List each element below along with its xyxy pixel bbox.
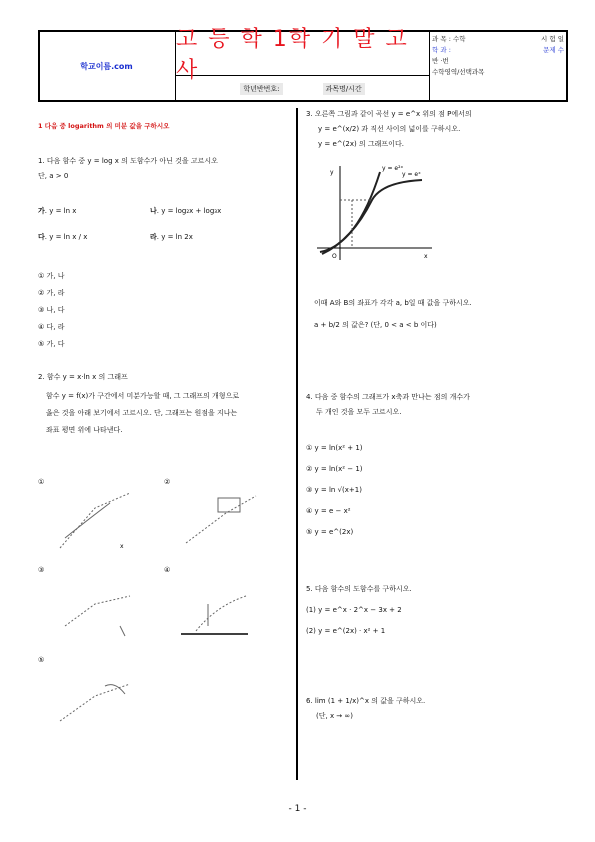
q3-after: 이때 A와 B의 좌표가 각각 a, b일 때 값을 구하시오. a + b/2 의 값은? (단, 0 < a < b 이다) [314, 299, 472, 329]
svg-text:x: x [120, 543, 124, 550]
q3-stem: 3. 오른쪽 그림과 같이 곡선 y = e^x 위의 점 P에서의 y = e^(x/2) 과 직선 사이의 넓이를 구하시오. y = e^(2x) 의 그래프이다. [306, 110, 472, 148]
choice[interactable]: ③ y = ln √(x+1) [306, 486, 362, 494]
q3-graph [312, 160, 437, 270]
choice[interactable]: ② 가, 라 [38, 289, 65, 297]
q2-opt-label[interactable]: ③ [38, 566, 45, 574]
page-number: - 1 - [288, 804, 307, 814]
svg-text:O: O [332, 253, 337, 260]
q2-opt-label[interactable]: ① [38, 478, 45, 486]
q1-stem: 1. 다음 함수 중 y = log x 의 도함수가 아닌 것을 고르시오 단, a > 0 [38, 157, 218, 180]
info-row: 수학영역/선택과목 [432, 68, 485, 76]
choice[interactable]: ⑤ 가, 다 [38, 340, 65, 348]
choice[interactable]: ① 가, 나 [38, 272, 65, 280]
header-info [432, 34, 564, 78]
choice[interactable]: ① y = ln(x² + 1) [306, 444, 363, 452]
svg-text:x: x [424, 253, 428, 260]
svg-text:y: y [330, 169, 334, 176]
q1-items: 가. y = ln x 나. y = log₂x + log₃x 다. y = ln x / x 라. y = ln 2x [38, 207, 222, 241]
choice[interactable]: ④ 다, 라 [38, 323, 65, 331]
choice[interactable]: ② y = ln(x² − 1) [306, 465, 363, 473]
q2-graph-3 [50, 576, 140, 641]
svg-text:y = e²ˣ: y = e²ˣ [382, 165, 404, 172]
q2-stem: 2. 함수 y = x·ln x 의 그래프 [38, 373, 128, 381]
sub-label-1: 학년반번호: [240, 83, 282, 95]
choice[interactable]: ③ 나, 다 [38, 306, 65, 314]
q1-choices [38, 268, 64, 353]
header-subline [176, 76, 430, 102]
q4-choices [306, 438, 363, 543]
q6-stem: 6. lim (1 + 1/x)^x 의 값을 구하시오. (단, x → ∞) [306, 697, 426, 720]
choice[interactable]: ④ y = e − x² [306, 507, 351, 515]
choice[interactable]: ⑤ y = e^(2x) [306, 528, 354, 536]
info-row: 과 목 : 수학 시 험 일 [432, 35, 564, 43]
section-heading: 1 다음 중 logarithm 의 미분 값을 구하시오 [38, 122, 170, 130]
q4-stem: 4. 다음 중 함수의 그래프가 x축과 만나는 점의 개수가 두 개인 것을 모두 고르시오. [306, 393, 470, 416]
exam-title: 고 등 학 1학 기 말 고 사 [176, 30, 430, 76]
q2-opt-label[interactable]: ④ [164, 566, 171, 574]
info-row: 학 과 : 문제 수 [432, 46, 564, 54]
q5-items: (1) y = e^x · 2^x − 3x + 2 (2) y = e^(2x) · x² + 1 [306, 606, 402, 635]
q5-stem: 5. 다음 함수의 도함수를 구하시오. [306, 585, 412, 593]
school-logo: 학교이름.com [38, 30, 176, 102]
q2-graph-4 [176, 576, 266, 641]
q2-graph-1 [50, 488, 140, 553]
column-divider [296, 108, 298, 780]
q2-body: 함수 y = f(x)가 구간에서 미분가능할 때, 그 그래프의 개형으로 옳은 것을 아래 보기에서 고르시오. 단, 그래프는 원점을 지나는 좌표 평면 위에 나타낸다. [46, 392, 240, 434]
q2-graph-2 [176, 488, 266, 553]
q2-opt-label[interactable]: ② [164, 478, 171, 486]
info-row: 반 ·번 [432, 57, 449, 65]
svg-text:y = eˣ: y = eˣ [402, 171, 421, 178]
sub-label-2: 과목명/시간 [323, 83, 365, 95]
q2-graph-5 [50, 666, 140, 731]
q2-opt-label[interactable]: ⑤ [38, 656, 45, 664]
